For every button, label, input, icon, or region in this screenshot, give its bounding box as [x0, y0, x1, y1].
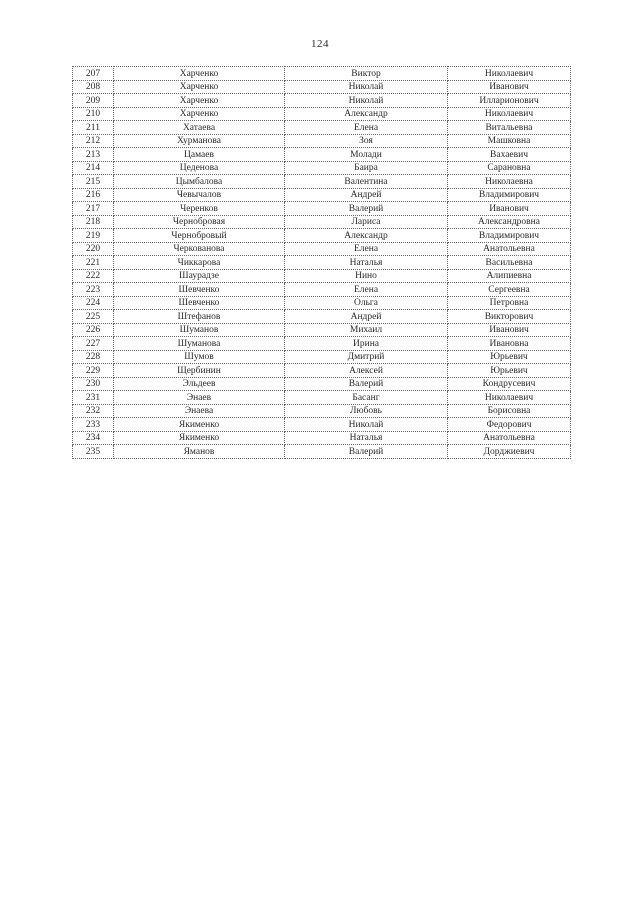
table-row	[73, 148, 571, 162]
table-row	[73, 431, 571, 445]
first-name-cell: Александр	[285, 107, 448, 121]
last-name-cell: Якименко	[114, 418, 285, 432]
last-name-cell: Черенков	[114, 202, 285, 216]
first-name-cell: Наталья	[285, 256, 448, 270]
table-row	[73, 175, 571, 189]
last-name-cell: Эльдеев	[114, 377, 285, 391]
row-number-cell: 215	[73, 175, 114, 189]
first-name-cell: Молади	[285, 148, 448, 162]
table-row	[73, 283, 571, 297]
first-name-cell: Николай	[285, 418, 448, 432]
patronymic-cell: Анатольевна	[448, 431, 571, 445]
patronymic-cell: Анатольевна	[448, 242, 571, 256]
last-name-cell: Черкованова	[114, 242, 285, 256]
last-name-cell: Чевычалов	[114, 188, 285, 202]
patronymic-cell: Владимирович	[448, 229, 571, 243]
patronymic-cell: Юрьевич	[448, 350, 571, 364]
table-row	[73, 202, 571, 216]
row-number-cell: 228	[73, 350, 114, 364]
last-name-cell: Харченко	[114, 80, 285, 94]
table-row	[73, 229, 571, 243]
row-number-cell: 220	[73, 242, 114, 256]
first-name-cell: Валерий	[285, 377, 448, 391]
roster-table-body	[73, 67, 571, 459]
last-name-cell: Харченко	[114, 107, 285, 121]
patronymic-cell: Николаевна	[448, 175, 571, 189]
roster-table	[72, 66, 571, 459]
first-name-cell: Валерий	[285, 445, 448, 459]
row-number-cell: 227	[73, 337, 114, 351]
first-name-cell: Николай	[285, 80, 448, 94]
last-name-cell: Цамаев	[114, 148, 285, 162]
last-name-cell: Яманов	[114, 445, 285, 459]
patronymic-cell: Викторович	[448, 310, 571, 324]
row-number-cell: 231	[73, 391, 114, 405]
row-number-cell: 210	[73, 107, 114, 121]
table-row	[73, 377, 571, 391]
table-row	[73, 391, 571, 405]
first-name-cell: Дмитрий	[285, 350, 448, 364]
row-number-cell: 232	[73, 404, 114, 418]
first-name-cell: Валентина	[285, 175, 448, 189]
table-row	[73, 215, 571, 229]
patronymic-cell: Дорджиевич	[448, 445, 571, 459]
last-name-cell: Чернобровый	[114, 229, 285, 243]
patronymic-cell: Витальевна	[448, 121, 571, 135]
first-name-cell: Елена	[285, 242, 448, 256]
row-number-cell: 217	[73, 202, 114, 216]
last-name-cell: Штефанов	[114, 310, 285, 324]
last-name-cell: Шевченко	[114, 296, 285, 310]
patronymic-cell: Николаевич	[448, 107, 571, 121]
last-name-cell: Хурманова	[114, 134, 285, 148]
row-number-cell: 213	[73, 148, 114, 162]
table-row	[73, 418, 571, 432]
table-row	[73, 256, 571, 270]
patronymic-cell: Машковна	[448, 134, 571, 148]
table-row	[73, 242, 571, 256]
table-row	[73, 323, 571, 337]
table-row	[73, 134, 571, 148]
patronymic-cell: Иванович	[448, 202, 571, 216]
first-name-cell: Александр	[285, 229, 448, 243]
row-number-cell: 234	[73, 431, 114, 445]
first-name-cell: Николай	[285, 94, 448, 108]
table-row	[73, 161, 571, 175]
row-number-cell: 212	[73, 134, 114, 148]
row-number-cell: 221	[73, 256, 114, 270]
last-name-cell: Якименко	[114, 431, 285, 445]
last-name-cell: Шевченко	[114, 283, 285, 297]
row-number-cell: 214	[73, 161, 114, 175]
last-name-cell: Энаева	[114, 404, 285, 418]
last-name-cell: Шуманова	[114, 337, 285, 351]
patronymic-cell: Васильевна	[448, 256, 571, 270]
first-name-cell: Андрей	[285, 188, 448, 202]
table-row	[73, 337, 571, 351]
table-row	[73, 121, 571, 135]
last-name-cell: Шуманов	[114, 323, 285, 337]
first-name-cell: Виктор	[285, 67, 448, 81]
table-row	[73, 94, 571, 108]
last-name-cell: Цымбалова	[114, 175, 285, 189]
table-row	[73, 364, 571, 378]
page-number: 124	[311, 38, 329, 50]
patronymic-cell: Алипиевна	[448, 269, 571, 283]
last-name-cell: Щербинин	[114, 364, 285, 378]
first-name-cell: Баира	[285, 161, 448, 175]
row-number-cell: 208	[73, 80, 114, 94]
row-number-cell: 209	[73, 94, 114, 108]
last-name-cell: Харченко	[114, 94, 285, 108]
row-number-cell: 235	[73, 445, 114, 459]
row-number-cell: 218	[73, 215, 114, 229]
row-number-cell: 211	[73, 121, 114, 135]
first-name-cell: Ирина	[285, 337, 448, 351]
patronymic-cell: Иванович	[448, 80, 571, 94]
patronymic-cell: Николаевич	[448, 67, 571, 81]
table-row	[73, 107, 571, 121]
patronymic-cell: Александровна	[448, 215, 571, 229]
first-name-cell: Нино	[285, 269, 448, 283]
row-number-cell: 219	[73, 229, 114, 243]
first-name-cell: Михаил	[285, 323, 448, 337]
row-number-cell: 223	[73, 283, 114, 297]
first-name-cell: Наталья	[285, 431, 448, 445]
first-name-cell: Ольга	[285, 296, 448, 310]
last-name-cell: Чиккарова	[114, 256, 285, 270]
table-row	[73, 67, 571, 81]
row-number-cell: 233	[73, 418, 114, 432]
first-name-cell: Любовь	[285, 404, 448, 418]
patronymic-cell: Ивановна	[448, 337, 571, 351]
first-name-cell: Валерий	[285, 202, 448, 216]
row-number-cell: 230	[73, 377, 114, 391]
last-name-cell: Хатаева	[114, 121, 285, 135]
first-name-cell: Зоя	[285, 134, 448, 148]
row-number-cell: 225	[73, 310, 114, 324]
patronymic-cell: Кондрусевич	[448, 377, 571, 391]
last-name-cell: Шумов	[114, 350, 285, 364]
last-name-cell: Харченко	[114, 67, 285, 81]
patronymic-cell: Федорович	[448, 418, 571, 432]
first-name-cell: Басанг	[285, 391, 448, 405]
table-row	[73, 310, 571, 324]
row-number-cell: 224	[73, 296, 114, 310]
patronymic-cell: Вахаевич	[448, 148, 571, 162]
table-row	[73, 350, 571, 364]
patronymic-cell: Борисовна	[448, 404, 571, 418]
row-number-cell: 216	[73, 188, 114, 202]
last-name-cell: Шаурадзе	[114, 269, 285, 283]
row-number-cell: 222	[73, 269, 114, 283]
patronymic-cell: Владимирович	[448, 188, 571, 202]
table-row	[73, 269, 571, 283]
first-name-cell: Елена	[285, 283, 448, 297]
last-name-cell: Энаев	[114, 391, 285, 405]
row-number-cell: 207	[73, 67, 114, 81]
table-row	[73, 80, 571, 94]
last-name-cell: Чернобровая	[114, 215, 285, 229]
table-row	[73, 296, 571, 310]
patronymic-cell: Юрьевич	[448, 364, 571, 378]
table-row	[73, 404, 571, 418]
row-number-cell: 226	[73, 323, 114, 337]
patronymic-cell: Сергеевна	[448, 283, 571, 297]
last-name-cell: Цеденова	[114, 161, 285, 175]
table-row	[73, 445, 571, 459]
patronymic-cell: Илларионович	[448, 94, 571, 108]
patronymic-cell: Иванович	[448, 323, 571, 337]
patronymic-cell: Сарановна	[448, 161, 571, 175]
patronymic-cell: Николаевич	[448, 391, 571, 405]
patronymic-cell: Петровна	[448, 296, 571, 310]
first-name-cell: Лариса	[285, 215, 448, 229]
first-name-cell: Алексей	[285, 364, 448, 378]
first-name-cell: Елена	[285, 121, 448, 135]
first-name-cell: Андрей	[285, 310, 448, 324]
table-row	[73, 188, 571, 202]
row-number-cell: 229	[73, 364, 114, 378]
